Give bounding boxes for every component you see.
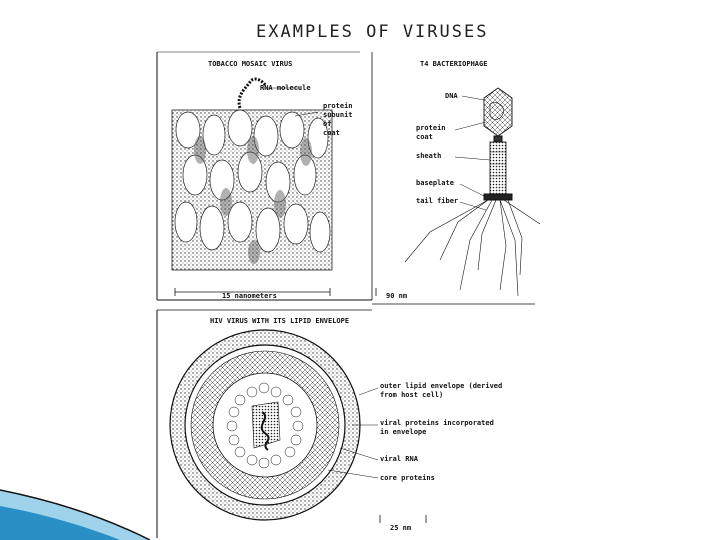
hiv-core-label: core proteins xyxy=(380,474,435,482)
hiv-heading: HIV VIRUS WITH ITS LIPID ENVELOPE xyxy=(210,317,350,325)
hiv-rna-label: viral RNA xyxy=(380,455,418,463)
t4-heading: T4 BACTERIOPHAGE xyxy=(420,60,488,68)
t4-tail-label: tail fiber xyxy=(416,197,459,205)
hiv-proteins-label: viral proteins incorporated in envelope xyxy=(380,419,494,436)
tmv-heading: TOBACCO MOSAIC VIRUS xyxy=(208,60,293,68)
corner-decoration xyxy=(0,450,170,540)
tmv-illustration xyxy=(172,79,332,296)
tmv-scale-label: 15 nanometers xyxy=(222,292,277,300)
slide-title: EXAMPLES OF VIRUSES xyxy=(256,22,489,42)
t4-sheath-label: sheath xyxy=(416,152,442,160)
t4-coat-label: protein coat xyxy=(416,124,446,141)
hiv-envelope-label: outer lipid envelope (derived from host cell) xyxy=(380,382,503,399)
tmv-protein-label: protein subunit of coat xyxy=(323,102,353,137)
hiv-scale-label: 25 nm xyxy=(390,524,412,532)
t4-illustration xyxy=(376,88,540,296)
t4-baseplate-label: baseplate xyxy=(416,179,454,187)
t4-dna-label: DNA xyxy=(445,92,458,100)
tmv-rna-label: RNA molecule xyxy=(260,84,311,92)
t4-scale-label: 90 nm xyxy=(386,292,408,300)
